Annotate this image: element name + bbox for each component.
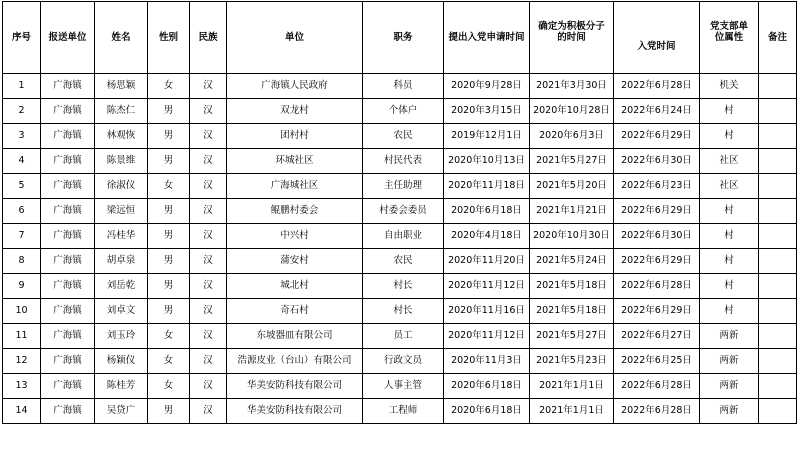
cell-ethnicity: 汉 xyxy=(190,199,227,224)
cell-gender: 女 xyxy=(148,174,190,199)
cell-remarks xyxy=(759,249,797,274)
cell-activist-date: 2021年1月1日 xyxy=(530,374,614,399)
table-row xyxy=(3,224,797,249)
cell-apply-date: 2020年6月18日 xyxy=(444,374,530,399)
cell-remarks xyxy=(759,349,797,374)
cell-remarks xyxy=(759,399,797,424)
cell-gender: 男 xyxy=(148,299,190,324)
cell-seq: 1 xyxy=(3,74,41,99)
cell-remarks xyxy=(759,124,797,149)
cell-join-date: 2022年6月27日 xyxy=(614,324,700,349)
cell-position: 员工 xyxy=(363,324,444,349)
cell-employer: 鲲鹏村委会 xyxy=(227,199,363,224)
cell-gender: 女 xyxy=(148,374,190,399)
cell-ethnicity: 汉 xyxy=(190,324,227,349)
cell-activist-date: 2021年1月21日 xyxy=(530,199,614,224)
header-join-date: 入党时间 xyxy=(637,41,676,52)
cell-employer: 浩源皮业（台山）有限公司 xyxy=(227,349,363,374)
cell-employer: 广海城社区 xyxy=(227,174,363,199)
cell-ethnicity: 汉 xyxy=(190,299,227,324)
header-unit-sent: 报送单位 xyxy=(41,2,95,74)
cell-name: 徐淑仪 xyxy=(95,174,148,199)
table-row xyxy=(3,149,797,174)
header-branch-type: 党支部单位属性 xyxy=(709,20,748,43)
cell-position: 村长 xyxy=(363,299,444,324)
cell-name: 刘岳乾 xyxy=(95,274,148,299)
cell-ethnicity: 汉 xyxy=(190,99,227,124)
cell-branch-type: 村 xyxy=(700,199,759,224)
header-employer: 单位 xyxy=(227,2,363,74)
cell-ethnicity: 汉 xyxy=(190,274,227,299)
table-row xyxy=(3,124,797,149)
cell-ethnicity: 汉 xyxy=(190,149,227,174)
cell-remarks xyxy=(759,274,797,299)
cell-branch-type: 村 xyxy=(700,249,759,274)
cell-position: 科员 xyxy=(363,74,444,99)
cell-ethnicity: 汉 xyxy=(190,124,227,149)
cell-gender: 男 xyxy=(148,149,190,174)
table-row xyxy=(3,274,797,299)
cell-activist-date: 2020年10月30日 xyxy=(530,224,614,249)
cell-seq: 10 xyxy=(3,299,41,324)
cell-apply-date: 2020年11月20日 xyxy=(444,249,530,274)
cell-ethnicity: 汉 xyxy=(190,74,227,99)
cell-unit-sent: 广海镇 xyxy=(41,174,95,199)
cell-join-date: 2022年6月29日 xyxy=(614,299,700,324)
cell-apply-date: 2020年10月13日 xyxy=(444,149,530,174)
cell-employer: 蒲安村 xyxy=(227,249,363,274)
cell-position: 农民 xyxy=(363,124,444,149)
cell-join-date: 2022年6月30日 xyxy=(614,149,700,174)
cell-employer: 华美安防科技有限公司 xyxy=(227,374,363,399)
cell-remarks xyxy=(759,99,797,124)
header-name: 姓名 xyxy=(95,2,148,74)
cell-employer: 华美安防科技有限公司 xyxy=(227,399,363,424)
cell-branch-type: 两新 xyxy=(700,399,759,424)
cell-branch-type: 两新 xyxy=(700,349,759,374)
cell-unit-sent: 广海镇 xyxy=(41,99,95,124)
cell-activist-date: 2021年5月27日 xyxy=(530,324,614,349)
cell-gender: 男 xyxy=(148,399,190,424)
cell-activist-date: 2021年5月27日 xyxy=(530,149,614,174)
cell-employer: 城北村 xyxy=(227,274,363,299)
cell-name: 杨颖仪 xyxy=(95,349,148,374)
cell-branch-type: 两新 xyxy=(700,374,759,399)
cell-activist-date: 2021年5月18日 xyxy=(530,274,614,299)
header-ethnicity: 民族 xyxy=(190,2,227,74)
cell-unit-sent: 广海镇 xyxy=(41,249,95,274)
cell-seq: 13 xyxy=(3,374,41,399)
cell-remarks xyxy=(759,224,797,249)
cell-unit-sent: 广海镇 xyxy=(41,324,95,349)
cell-employer: 环城社区 xyxy=(227,149,363,174)
cell-activist-date: 2021年5月23日 xyxy=(530,349,614,374)
cell-seq: 4 xyxy=(3,149,41,174)
cell-seq: 2 xyxy=(3,99,41,124)
cell-unit-sent: 广海镇 xyxy=(41,399,95,424)
table-row xyxy=(3,324,797,349)
cell-employer: 团村村 xyxy=(227,124,363,149)
cell-gender: 女 xyxy=(148,349,190,374)
cell-name: 陈杰仁 xyxy=(95,99,148,124)
cell-remarks xyxy=(759,299,797,324)
cell-unit-sent: 广海镇 xyxy=(41,274,95,299)
cell-join-date: 2022年6月23日 xyxy=(614,174,700,199)
cell-apply-date: 2020年3月15日 xyxy=(444,99,530,124)
cell-ethnicity: 汉 xyxy=(190,349,227,374)
cell-gender: 男 xyxy=(148,99,190,124)
cell-gender: 男 xyxy=(148,274,190,299)
header-activist-date: 确定为积极分子的时间 xyxy=(538,20,605,43)
header-apply-date: 提出入党申请时间 xyxy=(444,2,530,74)
cell-unit-sent: 广海镇 xyxy=(41,374,95,399)
cell-activist-date: 2021年3月30日 xyxy=(530,74,614,99)
cell-activist-date: 2021年5月20日 xyxy=(530,174,614,199)
cell-gender: 女 xyxy=(148,324,190,349)
cell-name: 刘卓文 xyxy=(95,299,148,324)
cell-name: 林观恢 xyxy=(95,124,148,149)
cell-position: 自由职业 xyxy=(363,224,444,249)
table-row xyxy=(3,199,797,224)
header-row xyxy=(3,2,797,74)
cell-branch-type: 村 xyxy=(700,124,759,149)
cell-seq: 8 xyxy=(3,249,41,274)
cell-position: 主任助理 xyxy=(363,174,444,199)
cell-apply-date: 2020年11月3日 xyxy=(444,349,530,374)
cell-gender: 男 xyxy=(148,224,190,249)
cell-unit-sent: 广海镇 xyxy=(41,224,95,249)
cell-employer: 广海镇人民政府 xyxy=(227,74,363,99)
cell-remarks xyxy=(759,324,797,349)
cell-seq: 3 xyxy=(3,124,41,149)
cell-name: 冯桂华 xyxy=(95,224,148,249)
cell-join-date: 2022年6月28日 xyxy=(614,274,700,299)
cell-ethnicity: 汉 xyxy=(190,249,227,274)
cell-unit-sent: 广海镇 xyxy=(41,149,95,174)
cell-position: 村民代表 xyxy=(363,149,444,174)
cell-ethnicity: 汉 xyxy=(190,399,227,424)
cell-seq: 9 xyxy=(3,274,41,299)
table-row xyxy=(3,374,797,399)
cell-apply-date: 2020年9月28日 xyxy=(444,74,530,99)
cell-position: 人事主管 xyxy=(363,374,444,399)
cell-seq: 6 xyxy=(3,199,41,224)
header-gender: 性别 xyxy=(148,2,190,74)
cell-name: 胡卓泉 xyxy=(95,249,148,274)
cell-seq: 11 xyxy=(3,324,41,349)
cell-position: 个体户 xyxy=(363,99,444,124)
cell-join-date: 2022年6月28日 xyxy=(614,74,700,99)
cell-remarks xyxy=(759,374,797,399)
cell-branch-type: 社区 xyxy=(700,174,759,199)
cell-branch-type: 机关 xyxy=(700,74,759,99)
cell-ethnicity: 汉 xyxy=(190,374,227,399)
table-row xyxy=(3,399,797,424)
table-row xyxy=(3,74,797,99)
cell-join-date: 2022年6月24日 xyxy=(614,99,700,124)
cell-gender: 女 xyxy=(148,74,190,99)
cell-name: 刘玉玲 xyxy=(95,324,148,349)
cell-activist-date: 2021年5月24日 xyxy=(530,249,614,274)
cell-branch-type: 两新 xyxy=(700,324,759,349)
member-table xyxy=(2,1,797,424)
cell-unit-sent: 广海镇 xyxy=(41,74,95,99)
table-row xyxy=(3,249,797,274)
cell-join-date: 2022年6月29日 xyxy=(614,124,700,149)
cell-unit-sent: 广海镇 xyxy=(41,349,95,374)
cell-employer: 东坡器皿有限公司 xyxy=(227,324,363,349)
cell-remarks xyxy=(759,199,797,224)
cell-position: 行政文员 xyxy=(363,349,444,374)
cell-name: 杨思颖 xyxy=(95,74,148,99)
cell-position: 村长 xyxy=(363,274,444,299)
cell-seq: 12 xyxy=(3,349,41,374)
cell-apply-date: 2020年11月16日 xyxy=(444,299,530,324)
cell-remarks xyxy=(759,149,797,174)
cell-branch-type: 村 xyxy=(700,299,759,324)
cell-join-date: 2022年6月28日 xyxy=(614,399,700,424)
cell-apply-date: 2020年11月12日 xyxy=(444,324,530,349)
cell-employer: 双龙村 xyxy=(227,99,363,124)
cell-activist-date: 2021年1月1日 xyxy=(530,399,614,424)
cell-activist-date: 2020年6月3日 xyxy=(530,124,614,149)
cell-seq: 5 xyxy=(3,174,41,199)
cell-apply-date: 2020年11月12日 xyxy=(444,274,530,299)
cell-join-date: 2022年6月25日 xyxy=(614,349,700,374)
cell-name: 吴贷广 xyxy=(95,399,148,424)
cell-position: 农民 xyxy=(363,249,444,274)
cell-apply-date: 2020年4月18日 xyxy=(444,224,530,249)
cell-unit-sent: 广海镇 xyxy=(41,299,95,324)
cell-branch-type: 社区 xyxy=(700,149,759,174)
header-position: 职务 xyxy=(363,2,444,74)
cell-branch-type: 村 xyxy=(700,99,759,124)
cell-unit-sent: 广海镇 xyxy=(41,124,95,149)
cell-seq: 14 xyxy=(3,399,41,424)
cell-join-date: 2022年6月29日 xyxy=(614,199,700,224)
cell-activist-date: 2020年10月28日 xyxy=(530,99,614,124)
header-remarks: 备注 xyxy=(759,2,797,74)
cell-position: 工程师 xyxy=(363,399,444,424)
cell-apply-date: 2020年11月18日 xyxy=(444,174,530,199)
table-row xyxy=(3,174,797,199)
cell-ethnicity: 汉 xyxy=(190,224,227,249)
cell-apply-date: 2020年6月18日 xyxy=(444,399,530,424)
table-row xyxy=(3,349,797,374)
cell-apply-date: 2020年6月18日 xyxy=(444,199,530,224)
cell-gender: 男 xyxy=(148,249,190,274)
cell-remarks xyxy=(759,174,797,199)
cell-remarks xyxy=(759,74,797,99)
cell-join-date: 2022年6月30日 xyxy=(614,224,700,249)
cell-apply-date: 2019年12月1日 xyxy=(444,124,530,149)
cell-name: 陈桂芳 xyxy=(95,374,148,399)
cell-activist-date: 2021年5月18日 xyxy=(530,299,614,324)
cell-gender: 男 xyxy=(148,199,190,224)
cell-join-date: 2022年6月29日 xyxy=(614,249,700,274)
cell-name: 梁远恒 xyxy=(95,199,148,224)
cell-unit-sent: 广海镇 xyxy=(41,199,95,224)
cell-seq: 7 xyxy=(3,224,41,249)
cell-name: 陈景维 xyxy=(95,149,148,174)
cell-position: 村委会委员 xyxy=(363,199,444,224)
cell-employer: 中兴村 xyxy=(227,224,363,249)
table-row xyxy=(3,299,797,324)
table-body xyxy=(3,74,797,424)
cell-branch-type: 村 xyxy=(700,224,759,249)
cell-join-date: 2022年6月28日 xyxy=(614,374,700,399)
cell-branch-type: 村 xyxy=(700,274,759,299)
cell-gender: 男 xyxy=(148,124,190,149)
cell-ethnicity: 汉 xyxy=(190,174,227,199)
header-seq: 序号 xyxy=(3,2,41,74)
table-row xyxy=(3,99,797,124)
cell-employer: 奇石村 xyxy=(227,299,363,324)
